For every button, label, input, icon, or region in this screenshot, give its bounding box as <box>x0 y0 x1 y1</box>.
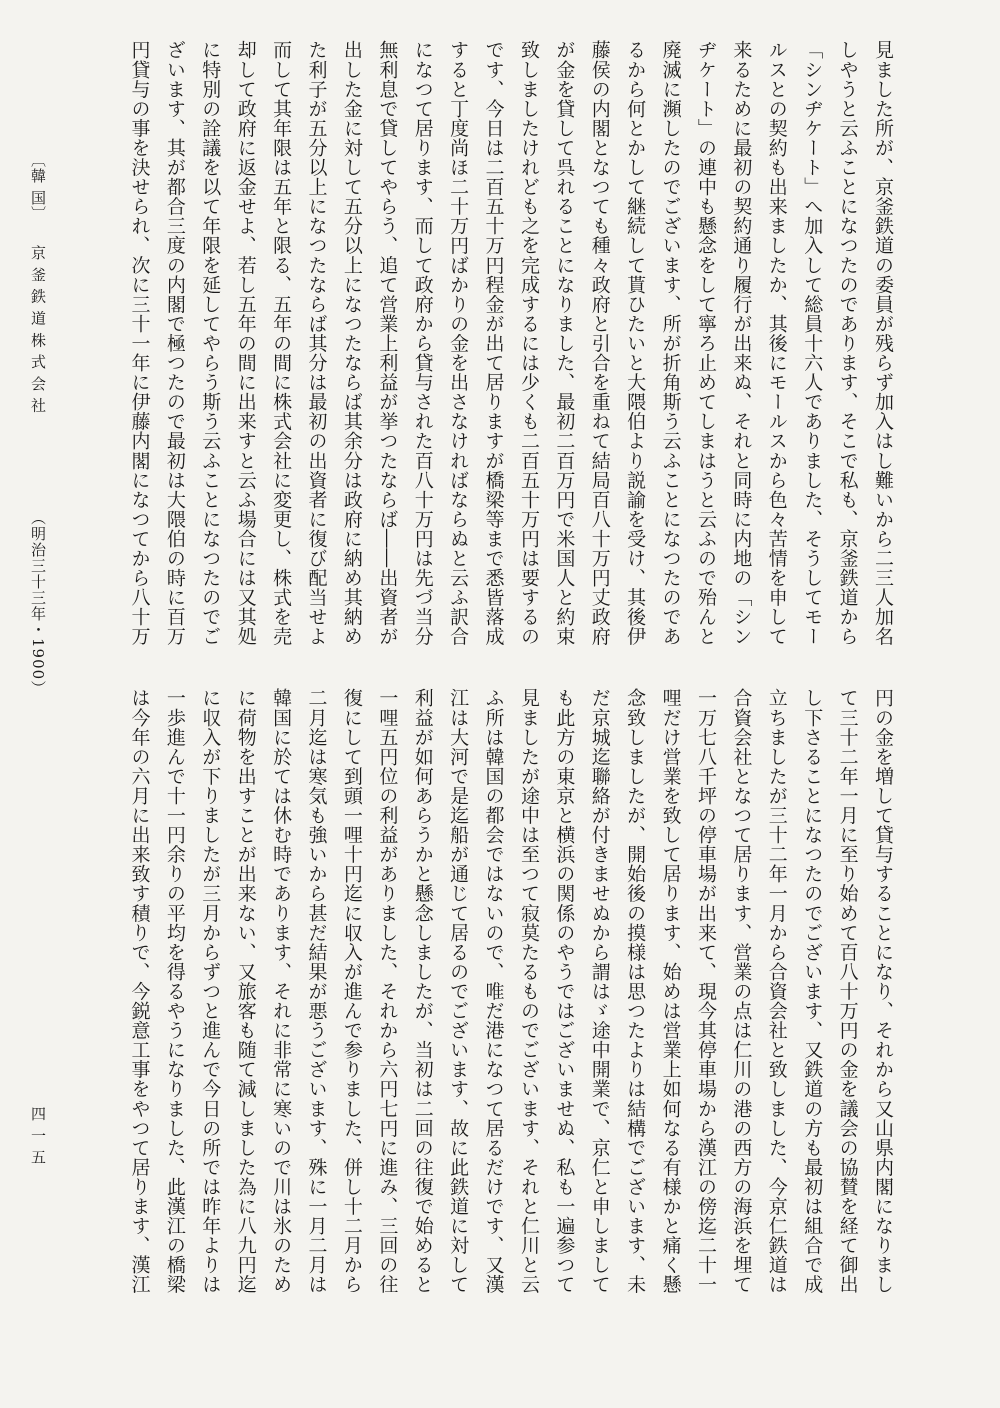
text-line: 廃滅に瀕したのでございます、所が折角斯う云ふことになつたのであ <box>659 40 682 647</box>
text-line: て三十二年一月に至り始めて百八十万円の金を議会の協賛を経て御出 <box>836 688 859 1295</box>
text-line: 見ました所が、京釜鉄道の委員が残らず加入はし難いから二三人加名 <box>872 40 894 647</box>
text-line: 「シンヂケート」へ加入して総員十六人でありました、そうしてモー <box>801 40 824 647</box>
text-line: 利益が如何あらうかと懸念しましたが、当初は二回の往復で始めると <box>411 688 434 1295</box>
company-name: 京 釜 鉄 道 株 式 会 社 <box>29 245 47 414</box>
text-line: 無利息で貸してやらう、追て営業上利益が挙つたならば――出資者が <box>376 40 399 647</box>
text-line: 藤侯の内閣となつても種々政府と引合を重ねて結局百八十万円丈政府 <box>588 40 611 647</box>
text-line: 来るために最初の契約通り履行が出来ぬ、それと同時に内地の「シン <box>730 40 753 647</box>
text-line: た利子が五分以上になつたならば其分は最初の出資者に復び配当せよ <box>305 40 328 647</box>
text-line: 出した金に対して五分以上になつたならば其余分は政府に納め其納め <box>340 40 363 647</box>
text-line: 念致しましたが、開始後の摸様は思つたよりは結構でございます、未 <box>624 688 647 1295</box>
text-line: に荷物を出すことが出来ない、又旅客も随て減しました為に八九円迄 <box>234 688 257 1295</box>
text-line: だ京城迄聯絡が付きませぬから謂はゞ途中開業で、京仁と申しまして <box>588 688 611 1295</box>
text-line: 立ちましたが三十二年一月から合資会社と致しました、今京仁鉄道は <box>765 688 788 1295</box>
text-line: ざいます、其が都合三度の内閣で極つたので最初は大隈伯の時に百万 <box>163 40 186 647</box>
text-line: 一歩進んで十一円余りの平均を得るやうになりました、此漢江の橋梁 <box>163 688 186 1295</box>
text-line: に特別の詮議を以て年限を延してやらう斯う云ふことになつたのでご <box>199 40 222 647</box>
text-line: 一万七八千坪の停車場が出来て、現今其停車場から漢江の傍迄二十一 <box>694 688 717 1295</box>
era-label: （明治三十三年・1900） <box>29 510 47 697</box>
text-line: 復にして到頭一哩十円迄に収入が進んで参りました、併し十二月から <box>340 688 363 1295</box>
text-line: すると丁度尚ほ二十万円ばかりの金を出さなければならぬと云ふ訳合 <box>447 40 470 647</box>
text-line: しやうと云ふことになつたのであります、そこで私も、京釜鉄道から <box>836 40 859 647</box>
text-line: に収入が下りましたが三月からずつと進んで今日の所では昨年よりは <box>199 688 222 1295</box>
text-line: 円貸与の事を決せられ、次に三十一年に伊藤内閣になつてから八十万 <box>128 40 151 647</box>
lower-text-block <box>121 688 900 1324</box>
text-line: 却して政府に返金せよ、若し五年の間に出来すと云ふ場合には又其処 <box>234 40 257 647</box>
page-number: 四 一 五 <box>29 1106 47 1166</box>
text-line: 一哩五円位の利益がありました、それから六円七円に進み、三回の往 <box>376 688 399 1295</box>
text-line: 見ましたが途中は至つて寂莫たるものでございます、それと仁川と云 <box>517 688 540 1295</box>
text-line: ヂケート」の連中も懸念をして寧ろ止めてしまはうと云ふので殆んと <box>694 40 717 647</box>
upper-text-block <box>121 40 900 654</box>
text-line: が金を貸して呉れることになりました、最初二百万円で米国人と約束 <box>553 40 576 647</box>
text-line: も此方の東京と横浜の関係のやうではございませぬ、私も一遍参つて <box>553 688 576 1295</box>
text-line: ルスとの契約も出来ましたか、其後にモールスから色々苦情を申して <box>765 40 788 647</box>
text-line: 円の金を増して貸与することになり、それから又山県内閣になりまし <box>872 688 894 1295</box>
text-line: になつて居ります、而して政府から貸与された百八十万円は先づ当分 <box>411 40 434 647</box>
text-line: は今年の六月に出来致す積りで、今鋭意工事をやつて居ります、漢江 <box>128 688 151 1295</box>
text-line: し下さることになつたのでございます、又鉄道の方も最初は組合で成 <box>801 688 824 1295</box>
text-line: 而して其年限は五年と限る、五年の間に株式会社に変更し、株式を売 <box>270 40 293 647</box>
text-line: ふ所は韓国の都会ではないので、唯だ港になつて居るだけです、又漢 <box>482 688 505 1295</box>
text-line: 江は大河で是迄船が通じて居るのでございます、故に此鉄道に対して <box>447 688 470 1295</box>
text-line: 致しましたけれども之を完成するには少くも二百五十万円は要するの <box>517 40 540 647</box>
section-label: 〔韓 国〕 <box>29 152 47 222</box>
text-line: るから何とかして継続して貰ひたいと大隈伯より説諭を受け、其後伊 <box>624 40 647 647</box>
text-line: 韓国に於ては休む時であります、それに非常に寒いので川は氷のため <box>270 688 293 1295</box>
text-line: 合資会社となつて居ります、営業の点は仁川の港の西方の海浜を埋て <box>730 688 753 1295</box>
text-line: です、今日は二百五十万円程金が出て居りますが橋梁等まで悉皆落成 <box>482 40 505 647</box>
text-line: 二月迄は寒気も強いから甚だ結果が悪うございます、殊に一月二月は <box>305 688 328 1295</box>
text-line: 哩だけ営業を致して居ります、始めは営業上如何なる有様かと痛く懸 <box>659 688 682 1295</box>
